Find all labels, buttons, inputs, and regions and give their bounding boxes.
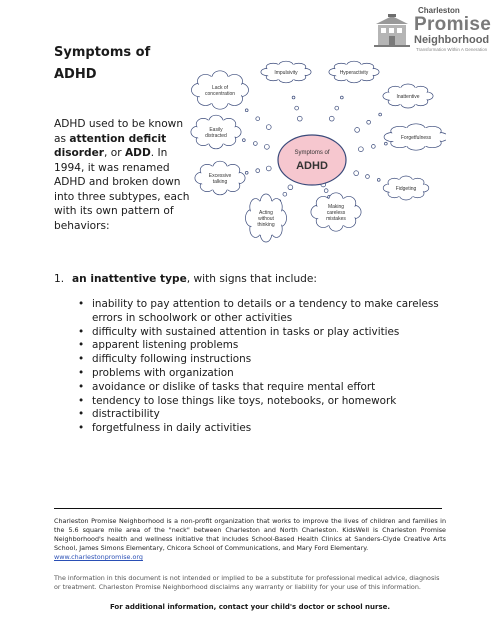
connector-bubble <box>283 192 287 196</box>
list-item: • distractibility <box>76 408 446 422</box>
connector-bubble <box>384 142 387 145</box>
list-item: • problems with organization <box>76 367 446 381</box>
cloud-label: Impulsivity <box>274 70 298 76</box>
connector-bubble <box>355 128 360 133</box>
connector-bubble <box>295 106 299 110</box>
section-number: 1. <box>54 273 65 285</box>
connector-bubble <box>264 144 269 149</box>
logo-line-3: Neighborhood <box>414 34 490 46</box>
section-inattentive <box>54 273 454 285</box>
connector-bubble <box>367 120 371 124</box>
connector-bubble <box>266 166 271 171</box>
connector-bubble <box>371 145 375 149</box>
mind-map-svg <box>186 60 446 248</box>
connector-bubble <box>358 147 363 152</box>
intro-paragraph <box>54 117 194 233</box>
list-item: • difficulty following instructions <box>76 353 446 367</box>
intro-text-3: . In 1994, it was renamed ADHD and broken down into three subtypes, each with its own pattern of behaviors: <box>54 147 190 232</box>
footer-about <box>54 517 446 562</box>
center-label: ADHD <box>296 160 328 172</box>
center-title: Symptoms of <box>294 150 330 156</box>
footer-about-text: Charleston Promise Neighborhood is a non-profit organization that works to improve the lives of children and families in the 5.6 square mile area of the "neck" between Charleston and North Charleston. KidsWell is Charleston Promise Neighborhood's health and wellness initiative that includes School-Based Health Clinics at Sanders-Clyde Creative Arts School, James Simons Elementary, Chicora School of Communications, and Mary Ford Elementary. <box>54 517 446 552</box>
footer-divider <box>54 508 442 509</box>
footer-contact: For additional information, contact your child's doctor or school nurse. <box>109 603 391 611</box>
footer-disclaimer: The information in this document is not intended or implied to be a substitute for professional medical advice, diagnosis or treatment. Charleston Promise Neighborhood disclaims any warranty or liability for your use of this information. <box>54 574 440 591</box>
list-item: • inability to pay attention to details or a tendency to make careless errors in schoolwork or other activities <box>76 298 446 326</box>
logo-line-2: Promise <box>414 14 492 35</box>
connector-bubble <box>292 96 295 99</box>
list-item: • apparent listening problems <box>76 339 446 353</box>
cloud-label: Lack of <box>211 84 229 91</box>
list-item: • difficulty with sustained attention in tasks or play activities <box>76 326 446 340</box>
cloud-label: Acting <box>259 209 273 216</box>
cloud-label: Making <box>327 203 345 210</box>
section-rest: , with signs that include: <box>186 273 317 285</box>
connector-bubble <box>335 106 339 110</box>
cloud-label: Hyperactivity <box>339 70 369 76</box>
cloud-label: Fidgeting <box>395 186 417 192</box>
logo-line-1: Charleston <box>418 6 460 15</box>
list-item: • tendency to lose things like toys, notebooks, or homework <box>76 395 446 409</box>
cloud-label: Inattentive <box>396 94 420 100</box>
school-building-icon <box>372 14 412 48</box>
cloud-label: mistakes <box>326 216 346 223</box>
connector-bubble <box>329 116 334 121</box>
logo-tagline: Transformation Within A Generation <box>416 47 488 52</box>
symptoms-mind-map <box>186 60 446 248</box>
connector-bubble <box>253 142 257 146</box>
intro-bold-2: ADD <box>124 147 151 159</box>
connector-bubble <box>324 189 328 193</box>
connector-bubble <box>354 171 359 176</box>
connector-bubble <box>245 109 248 112</box>
page-title-line-2: ADHD <box>54 67 97 82</box>
section-bold: an inattentive type <box>72 273 187 285</box>
cloud-label: concentration <box>204 91 236 98</box>
connector-bubble <box>256 117 260 121</box>
connector-bubble <box>377 178 380 181</box>
intro-text-2: , or <box>104 147 125 159</box>
website-link[interactable]: www.charlestonpromise.org <box>54 553 143 561</box>
cloud-label: distracted <box>205 133 227 140</box>
connector-bubble <box>256 169 260 173</box>
cloud-label: Easily <box>209 126 223 133</box>
list-item: • forgetfulness in daily activities <box>76 422 446 436</box>
connector-bubble <box>266 125 271 130</box>
intro-text-1: ADHD used to be known as <box>54 118 184 145</box>
cloud-label: Excessive <box>208 172 232 179</box>
connector-bubble <box>288 185 293 190</box>
charleston-promise-logo <box>372 4 496 54</box>
cloud-label: Forgetfulness <box>400 135 432 141</box>
cloud-label: without <box>258 216 274 222</box>
list-item: • avoidance or dislike of tasks that require mental effort <box>76 381 446 395</box>
connector-bubble <box>297 116 302 121</box>
cloud-label: careless <box>326 210 346 216</box>
cloud-label: talking <box>212 179 228 186</box>
cloud-label: thinking <box>257 222 275 229</box>
page-title-line-1: Symptoms of <box>54 45 151 60</box>
connector-bubble <box>366 175 370 179</box>
intro-bold-1: attention deficit disorder <box>54 132 167 159</box>
page-title <box>54 42 194 86</box>
connector-bubble <box>242 139 245 142</box>
connector-bubble <box>340 96 343 99</box>
connector-bubble <box>245 171 248 174</box>
inattentive-signs-list <box>76 298 446 436</box>
connector-bubble <box>379 113 382 116</box>
